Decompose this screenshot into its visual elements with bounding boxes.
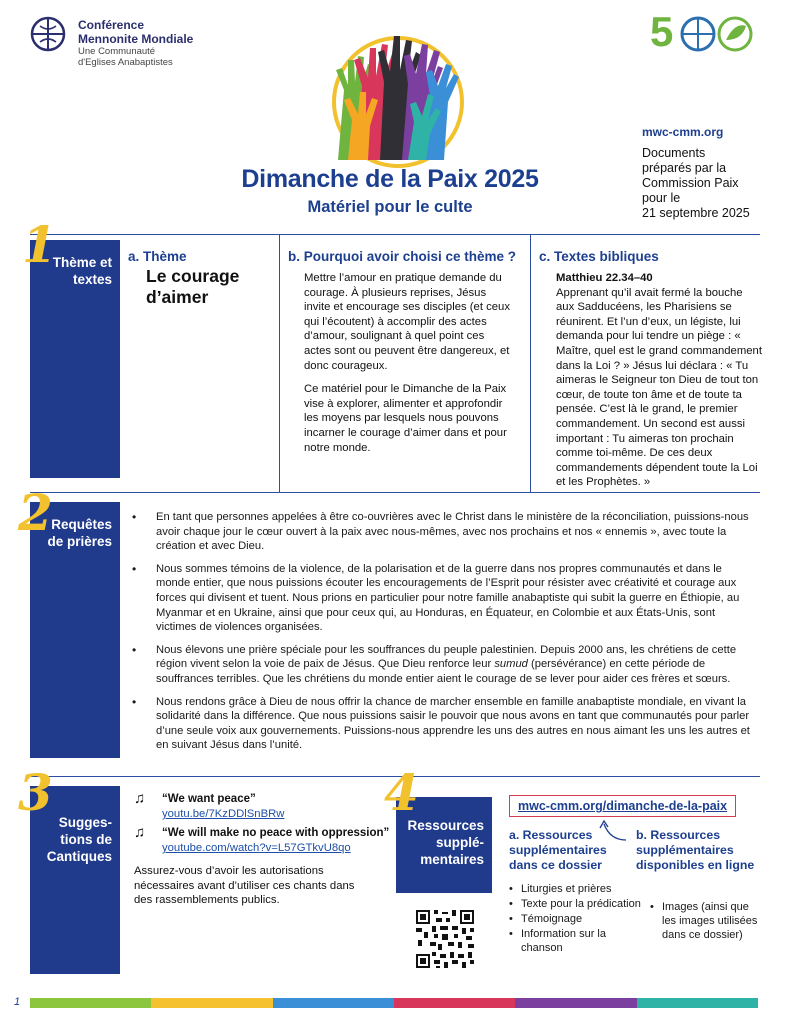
footer-bar-segment: [151, 998, 272, 1008]
hymn-2-link[interactable]: youtube.com/watch?v=L57GTkvU8qo: [162, 842, 351, 854]
col-b-paragraph-2: Ce matériel pour le Dimanche de la Paix vise à explorer, alimenter et approfondir les moyens par lesquels nous pouvons incarner le courage d’aimer dans et pour notre monde.: [304, 383, 507, 454]
org-sub-line1: Une Communauté: [78, 46, 156, 57]
footer-color-bar: [30, 998, 758, 1008]
anniversary-digit: 5: [650, 8, 674, 55]
section3-label-line3: Cantiques: [46, 849, 112, 864]
qr-code-icon[interactable]: [414, 908, 476, 970]
page-subtitle: Matériel pour le culte: [307, 198, 473, 216]
resources-a-item: • Liturgies et prières: [509, 882, 649, 896]
resources-a-heading: a. Ressources supplémentaires dans ce dossier: [509, 828, 607, 872]
resources-b-list: [650, 900, 760, 943]
theme-line2: d’aimer: [146, 287, 209, 307]
resources-a-item: • Texte pour la prédication: [509, 897, 649, 911]
resources-a-item: • Information sur la chanson: [509, 927, 609, 955]
org-name-line1: Conférence: [78, 18, 145, 32]
footer-bar-segment: [273, 998, 394, 1008]
section3-label-line1: Sugges-: [58, 815, 112, 830]
section3-number: 3: [18, 763, 53, 822]
website-link[interactable]: mwc-cmm.org: [642, 125, 724, 139]
music-note-icon: ♫: [134, 790, 146, 807]
page-number: 1: [14, 996, 21, 1008]
section3-label-line2: tions de: [60, 832, 112, 847]
section1-number: 1: [22, 215, 57, 274]
prep-line3: Commission Paix: [642, 176, 739, 190]
resources-link[interactable]: mwc-cmm.org/dimanche-de-la-paix: [509, 795, 736, 817]
prayer-item: • Nous sommes témoins de la violence, de la polarisation et de la guerre dans nos propres communautés et dans le monde entier, que nous puissions écouter les encouragements de l’Esprit pour résister avec créativité et courage aux forces qui divisent et tuent. Nous prions en particulier pour notre famille anabaptiste qui subit la guerre en Éthiopie, au Myanmar et en Ukraine, ainsi que pour ceux qui, au Honduras, en Équateur, en Colombie et aux États-Unis, sont victimes de violences organisées.: [128, 562, 758, 635]
section4-label-line1: Ressources: [407, 818, 484, 833]
footer-bar-segment: [30, 998, 151, 1008]
music-note-icon: ♫: [134, 824, 146, 841]
hymn-permission-note: Assurez-vous d’avoir les autorisations nécessaires avant d’utiliser ces chants dans des rassemblements publics.: [134, 865, 355, 907]
hymn-2-title: “We will make no peace with oppression”: [162, 827, 390, 839]
col-b-paragraph-1: Mettre l’amour en pratique demande du courage. À plusieurs reprises, Jésus invite et encourage ses disciples (et ceux qui l’écoutent) à accomplir des actes d’amour, soulignant à quel point ces actes sont ou peuvent être dangereux, et donc courageux.: [304, 272, 510, 372]
anniversary-logo: [650, 10, 760, 56]
section1-label-line2: textes: [72, 272, 112, 287]
section1-bottom-rule: [30, 492, 760, 493]
resources-b-heading: b. Ressources supplémentaires disponibles en ligne: [636, 828, 755, 872]
section4-label-line2: supplé-: [435, 835, 484, 850]
prepared-by-note: [642, 146, 782, 221]
section1-theme: [146, 266, 239, 308]
section1-top-rule: [30, 234, 760, 235]
footer-bar-segment: [515, 998, 636, 1008]
hymn-1: [162, 793, 284, 820]
prep-line1: Documents: [642, 146, 706, 160]
hymn-2: [162, 827, 389, 854]
scripture-text: Apprenant qu’il avait fermé la bouche aux Sadducéens, les Pharisiens se réunirent. Et l’un d’eux, un légiste, lui demanda pour lui tendre un piège : « Maître, quel est le grand commandement dans la Loi ? » Jésus lui déclara : « Tu aimeras le Seigneur ton Dieu de tout ton cœur, de toute ton âme et de toute ta pensée. C’est là le grand, le premier commandement. Un second est aussi important : Tu aimeras ton prochain comme toi-même. De ces deux commandements dépendent toute la Loi et les Prophètes. »: [556, 286, 762, 489]
section1-col-b-heading: b. Pourquoi avoir choisi ce thème ?: [288, 249, 517, 264]
section1-col-a-heading: a. Thème: [128, 249, 187, 264]
section1-label-line1: Thème et: [52, 255, 112, 270]
prayer-item: • En tant que personnes appelées à être co-ouvrières avec le Christ dans le ministère de la réconciliation, puissions-nous avoir chaque jour le cœur ouvert à la paix avec nous-mêmes, avec nos prochains et nos « ennemis », avec toute la création et avec Dieu.: [128, 510, 758, 554]
hymn-1-link[interactable]: youtu.be/7KzDDlSnBRw: [162, 808, 285, 820]
section4-number: 4: [384, 763, 419, 822]
footer-bar-segment: [394, 998, 515, 1008]
section1-col-c-text: [556, 271, 762, 490]
section2-number: 2: [18, 483, 53, 542]
anniversary-circles-icon: [680, 14, 760, 54]
footer-bar-segment: [637, 998, 758, 1008]
section4-label-line3: mentaires: [420, 852, 484, 867]
prep-line2: préparés par la: [642, 161, 727, 175]
mwc-globe-logo: [30, 16, 66, 52]
section1-divider-1: [279, 234, 280, 492]
scripture-reference: Matthieu 22.34–40: [556, 272, 653, 284]
prayer-item: • Nous élevons une prière spéciale pour les souffrances du peuple palestinien. Depuis 2000 ans, les chrétiens de cette région vivent selon la voie de paix de Jésus. Que Dieu renforce leur sumud (persévérance) en cette période de souffrances terribles. Que les chrétiens du monde entier aient le courage de se lever pour aider ces frères et sœurs.: [128, 643, 758, 687]
resources-a-list: [509, 882, 649, 956]
resources-a-item: • Témoignage: [509, 912, 649, 926]
section1-divider-2: [530, 234, 531, 492]
section1-col-c-heading: c. Textes bibliques: [539, 249, 659, 264]
resources-b-item: • Images (ainsi que les images utilisées dans ce dossier): [650, 900, 760, 942]
org-subtitle: [78, 46, 173, 68]
page-title: Dimanche de la Paix 2025: [241, 165, 539, 193]
section2-label-line2: de prières: [47, 534, 112, 549]
section2-label-line1: Requêtes: [51, 517, 112, 532]
prep-line5: 21 septembre 2025: [642, 206, 750, 220]
section1-label-box: [30, 240, 120, 478]
hymn-1-title: “We want peace”: [162, 793, 256, 805]
prep-line4: pour le: [642, 191, 681, 205]
org-name: [78, 18, 193, 46]
prayer-item: • Nous rendons grâce à Dieu de nous offrir la chance de marcher ensemble en famille anabaptiste mondiale, en vivant la solidarité dans la différence. Que nous puissions saisir le pouvoir que nous avons en tant que communautés pour parler d’une seule voix aux gouvernements. Puissions-nous apprendre les uns des autres en nous aimant les uns les autres et en suivant Jésus dans l’unité.: [128, 695, 758, 753]
theme-line1: Le courage: [146, 266, 240, 286]
org-sub-line2: d'Eglises Anabaptistes: [78, 57, 173, 68]
hands-illustration: [318, 30, 478, 170]
prayer-list: [128, 510, 758, 761]
org-name-line2: Mennonite Mondiale: [78, 32, 194, 46]
section1-col-b-text: [304, 271, 512, 464]
